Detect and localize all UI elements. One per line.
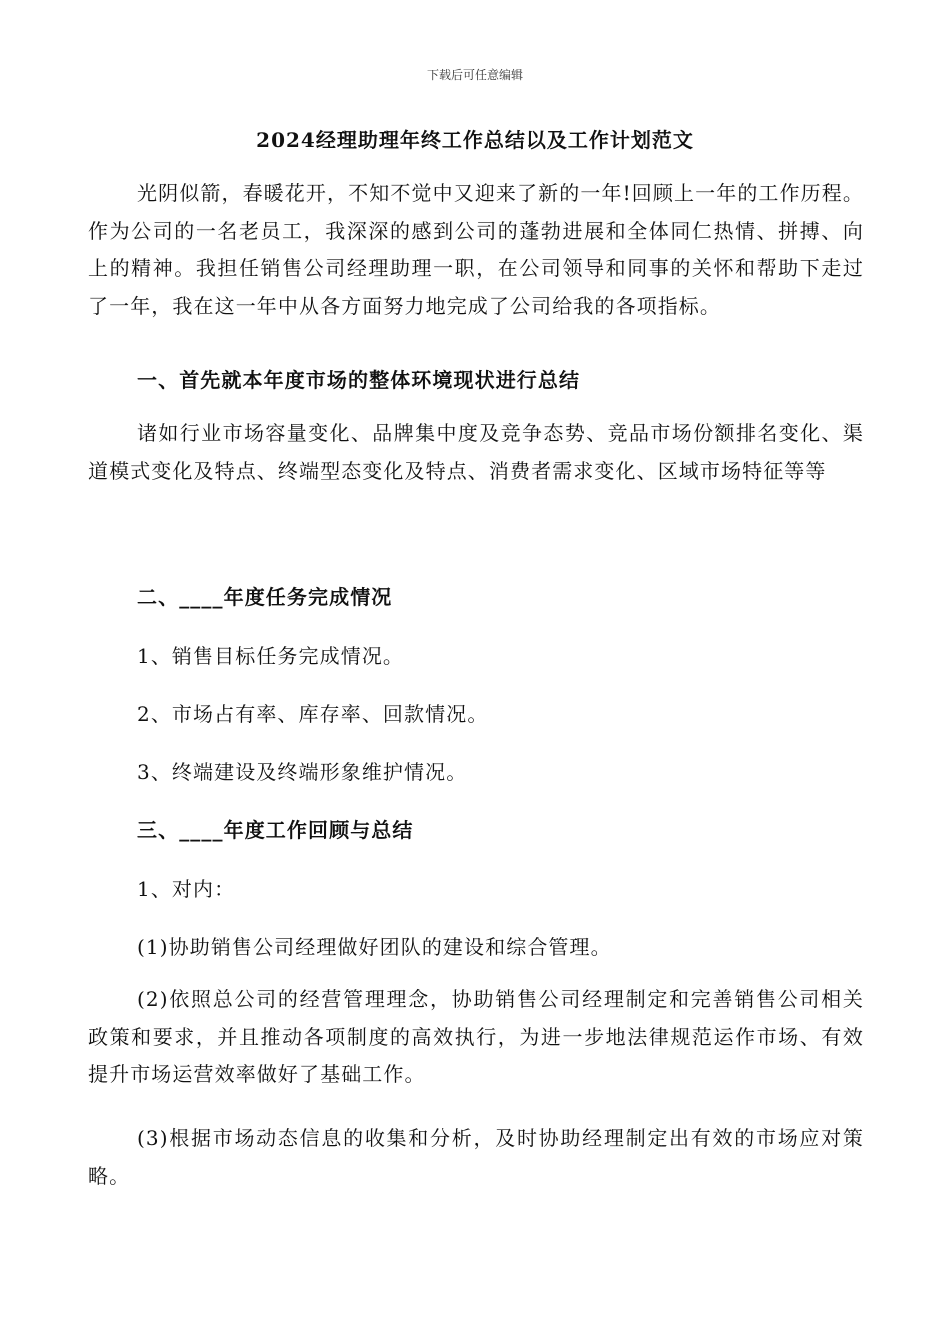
section-3-heading: 三、____年度工作回顾与总结	[137, 818, 414, 842]
section-3-item-1: (1)协助销售公司经理做好团队的建设和综合管理。	[137, 935, 612, 959]
section-2-item-2: 2、市场占有率、库存率、回款情况。	[137, 702, 489, 726]
section-2-heading: 二、____年度任务完成情况	[137, 585, 393, 609]
document-title: 2024经理助理年终工作总结以及工作计划范文	[256, 128, 694, 152]
section-2-item-3: 3、终端建设及终端形象维护情况。	[137, 760, 468, 784]
section-3-item-3: (3)根据市场动态信息的收集和分析，及时协助经理制定出有效的市场应对策略。	[88, 1126, 864, 1188]
section-2-item-1: 1、销售目标任务完成情况。	[137, 644, 405, 668]
section-3-item-2: (2)依照总公司的经营管理理念，协助销售公司经理制定和完善销售公司相关政策和要求，并且推动各项制度的高效执行，为进一步地法律规范运作市场、有效提升市场运营效率做好了基础工作。	[88, 987, 864, 1086]
intro-paragraph: 光阴似箭，春暖花开，不知不觉中又迎来了新的一年!回顾上一年的工作历程。作为公司的一名老员工，我深深的感到公司的蓬勃进展和全体同仁热情、拼搏、向上的精神。我担任销售公司经理助理一职，在公司领导和同事的关怀和帮助下走过了一年，我在这一年中从各方面努力地完成了公司给我的各项指标。	[88, 181, 864, 318]
section-1-body: 诸如行业市场容量变化、品牌集中度及竞争态势、竞品市场份额排名变化、渠道模式变化及特点、终端型态变化及特点、消费者需求变化、区域市场特征等等	[88, 421, 864, 483]
section-3-subheading: 1、对内：	[137, 877, 236, 901]
section-1-heading: 一、首先就本年度市场的整体环境现状进行总结	[137, 368, 581, 392]
header-note: 下载后可任意编辑	[426, 68, 523, 82]
